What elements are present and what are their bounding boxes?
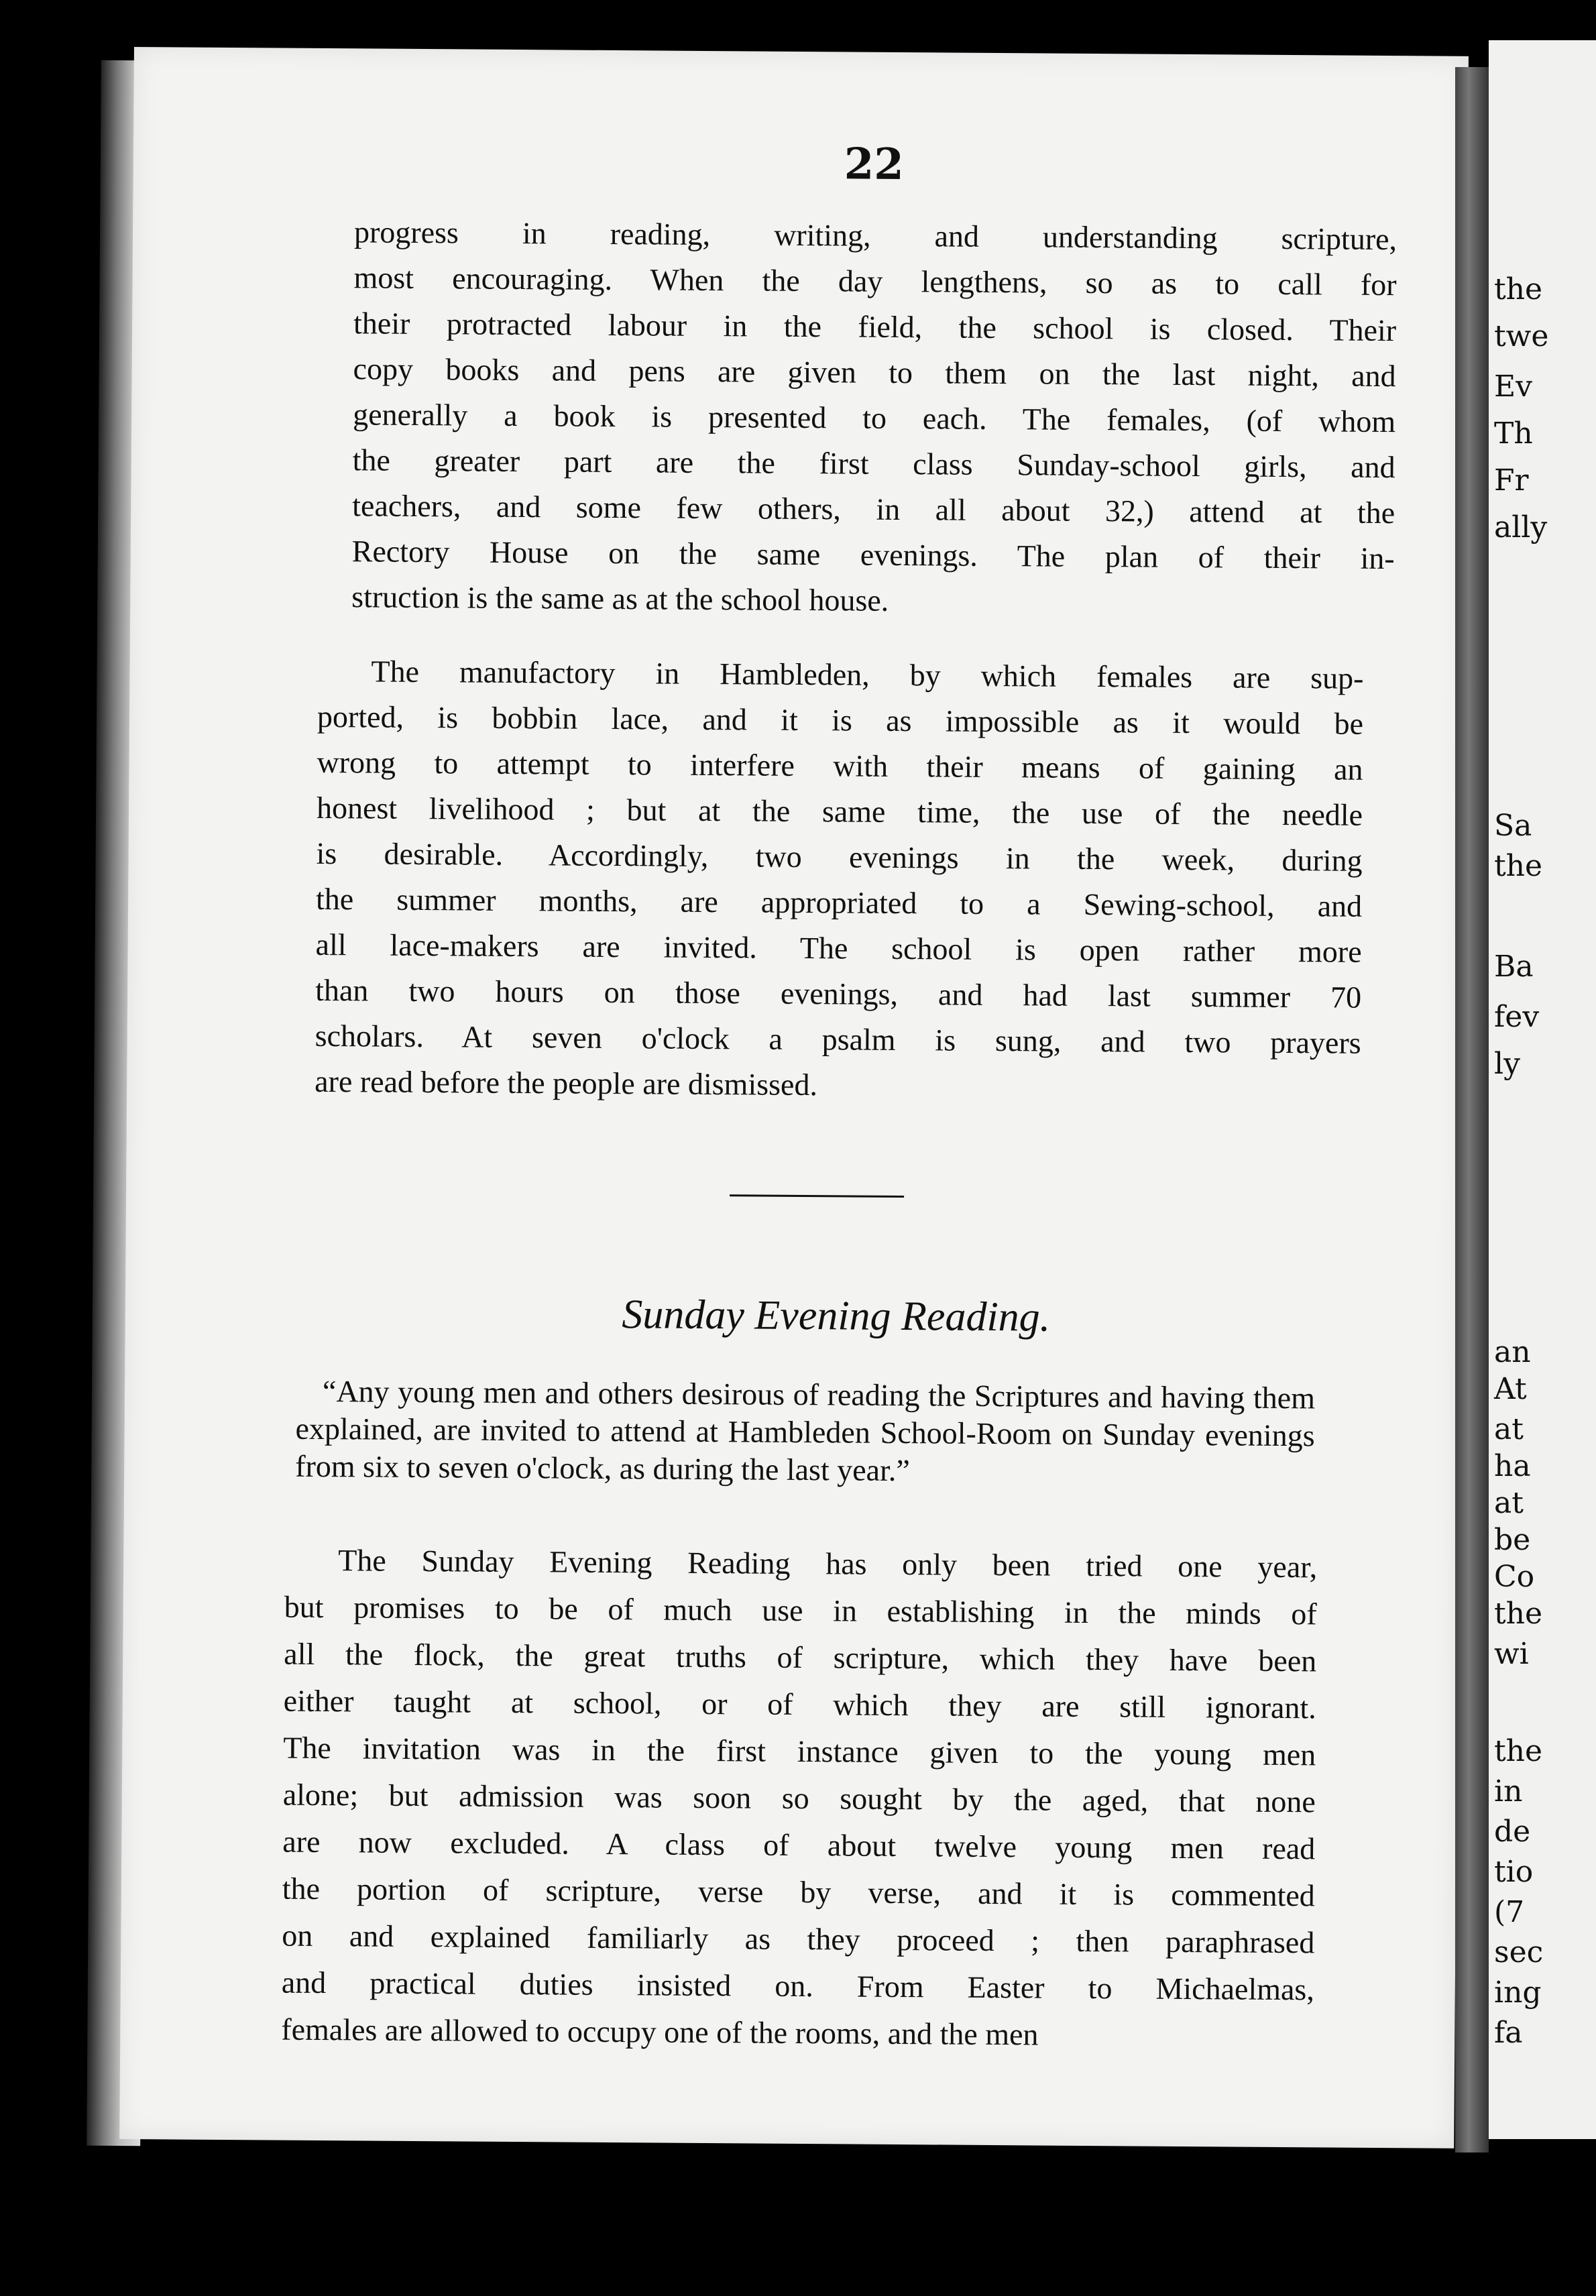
facing-page-fragment: the <box>1494 272 1543 306</box>
text-line: the summer months, are appropriated to a Sewing-school, and <box>315 881 1363 923</box>
facing-page-fragment: Ba <box>1494 950 1534 984</box>
facing-page-fragment: tio <box>1494 1855 1534 1889</box>
book-gutter <box>1455 67 1489 2152</box>
text-line: generally a book is presented to each. The females, (of whom <box>353 397 1396 439</box>
text-line: and practical duties insisted on. From Easter to Michaelmas, <box>281 1965 1314 2007</box>
text-line: are read before the people are dismissed. <box>315 1064 818 1102</box>
facing-page-fragment: ing <box>1494 1975 1542 2010</box>
facing-page-fragment: be <box>1494 1523 1531 1557</box>
text-line: Rectory House on the same evenings. The plan of their in- <box>351 534 1395 576</box>
facing-page-fragment: in <box>1494 1774 1523 1809</box>
text-line: all lace-makers are invited. The school is open rather more <box>315 927 1362 969</box>
text-line: their protracted labour in the field, the school is closed. Their <box>353 306 1397 348</box>
facing-page-fragment: an <box>1494 1335 1531 1369</box>
paragraph-1 <box>351 209 1397 627</box>
facing-page-fragment: Fr <box>1494 463 1529 498</box>
text-line: teachers, and some few others, in all about 32,) attend at the <box>352 488 1395 530</box>
page-number: 22 <box>844 139 905 190</box>
facing-page-fragment: At <box>1494 1372 1527 1406</box>
facing-page-fragment: the <box>1494 1734 1543 1768</box>
notice-paragraph <box>295 1373 1315 1493</box>
facing-page-fragment: (7 <box>1494 1895 1525 1929</box>
facing-page-fragment: ha <box>1494 1449 1531 1483</box>
section-heading: Sunday Evening Reading. <box>622 1292 1051 1340</box>
text-line: The Sunday Evening Reading has only been tried one year, <box>338 1543 1318 1585</box>
facing-page-fragment: the <box>1494 849 1543 883</box>
text-line: progress in reading, writing, and understanding scripture, <box>353 215 1398 257</box>
text-line: is desirable. Accordingly, two evenings in the week, during <box>316 836 1363 878</box>
facing-page-fragment: at <box>1494 1486 1524 1520</box>
text-line: alone; but admission was soon so sought by the aged, that none <box>282 1777 1316 1819</box>
facing-page-fragment: wi <box>1494 1637 1529 1671</box>
text-line: females are allowed to occupy one of the rooms, and the men <box>281 2012 1039 2052</box>
paragraph-1-lines <box>351 209 1397 627</box>
text-line: copy books and pens are given to them on the last night, and <box>353 351 1396 394</box>
book-page <box>119 47 1469 2148</box>
text-line: struction is the same as at the school house. <box>351 579 889 618</box>
facing-page-fragment: Co <box>1494 1560 1535 1594</box>
text-line: scholars. At seven o'clock a psalm is sung, and two prayers <box>315 1018 1361 1060</box>
text-line: ported, is bobbin lace, and it is as impossible as it would be <box>317 699 1364 741</box>
facing-page-fragment: fa <box>1494 2016 1523 2050</box>
text-line: The manufactory in Hambleden, by which females are sup- <box>371 654 1364 695</box>
text-line: all the flock, the great truths of scripture, which they have been <box>284 1636 1317 1678</box>
facing-page-fragment: Th <box>1494 416 1533 451</box>
text-line: on and explained familiarly as they proceed ; then paraphrased <box>282 1918 1315 1960</box>
facing-page <box>1489 40 1596 2139</box>
paragraph-2-lines <box>315 648 1364 1112</box>
text-line: honest livelihood ; but at the same time, the use of the needle <box>316 790 1363 832</box>
facing-page-fragment: sec <box>1494 1935 1544 1969</box>
text-line: the greater part are the first class Sunday-school girls, and <box>352 443 1395 485</box>
text-line: are now excluded. A class of about twelve young men read <box>282 1824 1316 1866</box>
facing-page-fragment: de <box>1494 1815 1531 1849</box>
facing-page-fragment: fev <box>1494 1000 1540 1034</box>
scan-border <box>0 2173 1596 2296</box>
facing-page-fragment: ly <box>1494 1047 1520 1081</box>
paragraph-2 <box>315 648 1364 1112</box>
text-line: most encouraging. When the day lengthens, so as to call for <box>353 260 1397 302</box>
facing-page-fragment: twe <box>1494 319 1549 353</box>
text-line: either taught at school, or of which they are still ignorant. <box>283 1683 1316 1725</box>
facing-page-fragment: Ev <box>1494 369 1532 404</box>
text-line: the portion of scripture, verse by verse, and it is commented <box>282 1871 1315 1913</box>
text-line: but promises to be of much use in establishing in the minds of <box>284 1589 1317 1631</box>
text-line: than two hours on those evenings, and had last summer 70 <box>315 972 1362 1015</box>
section-divider <box>730 1194 904 1198</box>
facing-page-fragment: the <box>1494 1597 1543 1631</box>
notice-text: “Any young men and others desirous of reading the Scriptures and having them explained, are invited to attend at Hambleden School-Room on Sunday evenings from six to seven o'clock, as during the last year.” <box>295 1374 1316 1488</box>
facing-page-fragment: Sa <box>1494 809 1532 843</box>
paragraph-3-lines <box>281 1537 1317 2061</box>
paragraph-3 <box>281 1537 1317 2061</box>
text-line: wrong to attempt to interfere with their means of gaining an <box>317 744 1363 787</box>
facing-page-fragment: ally <box>1494 510 1548 544</box>
facing-page-fragment: at <box>1494 1412 1524 1446</box>
text-line: The invitation was in the first instance given to the young men <box>283 1730 1316 1772</box>
